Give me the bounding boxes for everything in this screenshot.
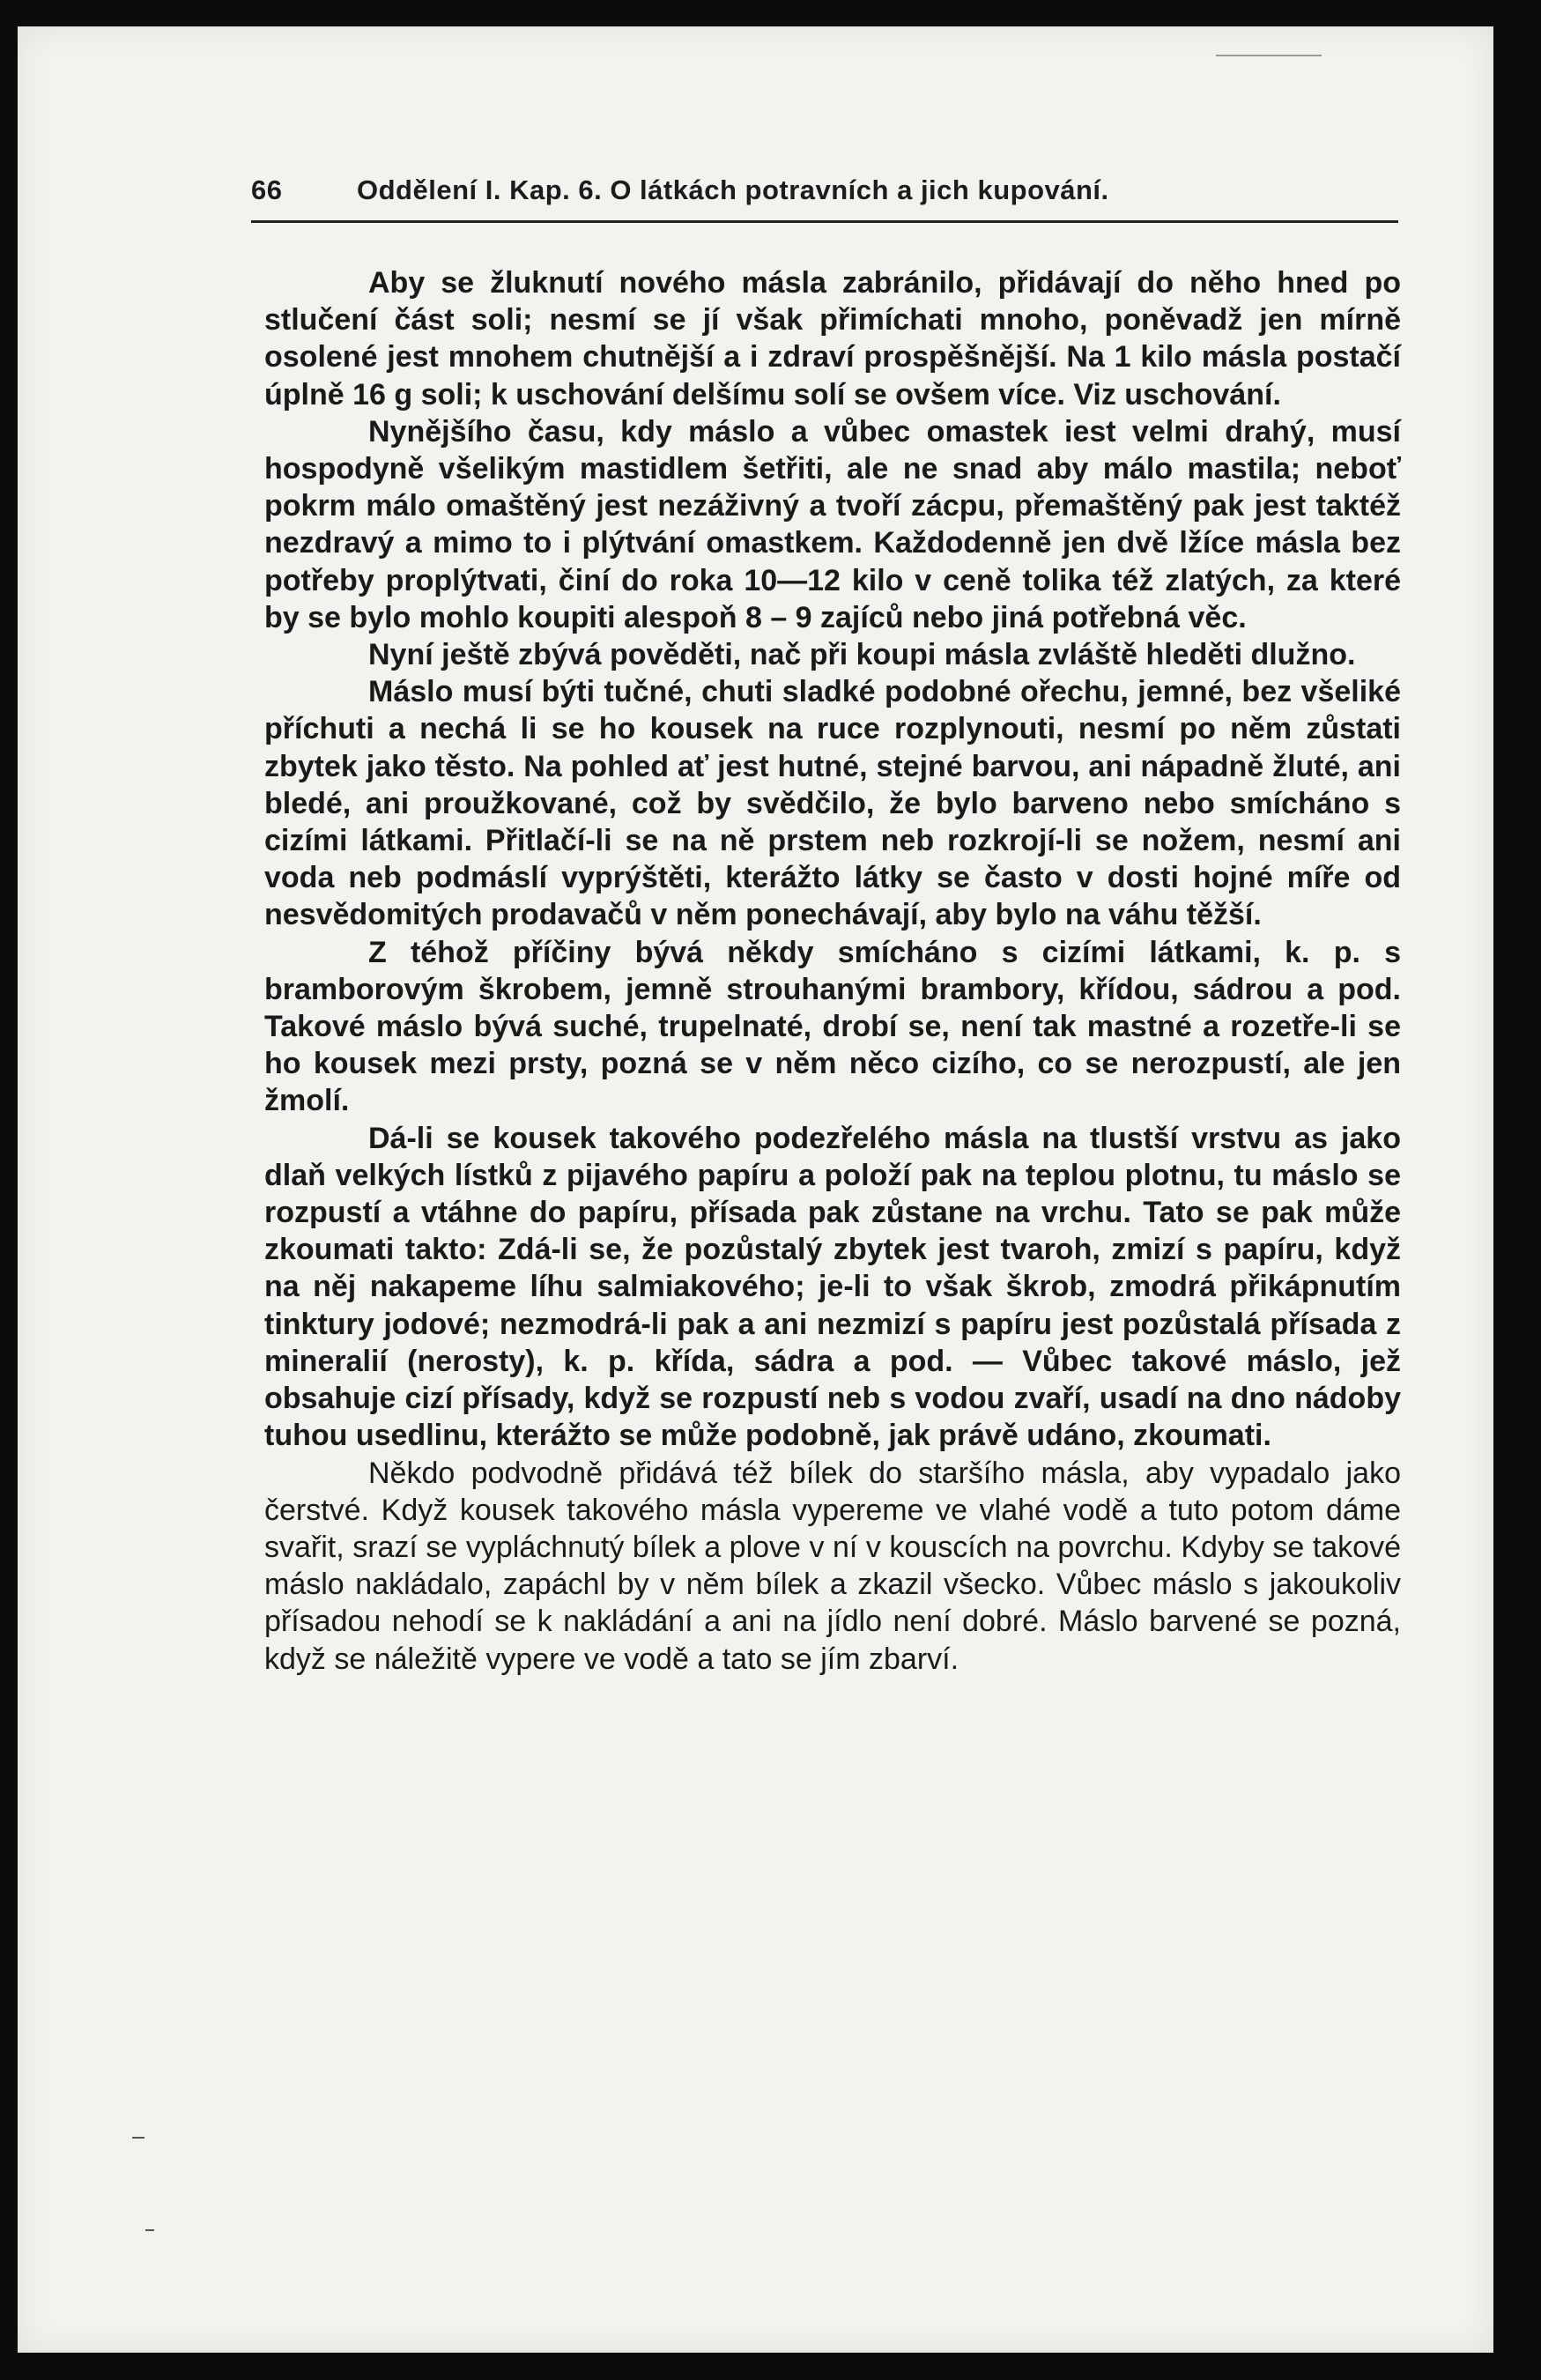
running-title: Oddělení I. Kap. 6. O látkách potravních a jich kupování. <box>357 174 1109 205</box>
scan-speck <box>145 2229 154 2231</box>
paragraph-buying-intro: Nyní ještě zbývá pověděti, nač při koupi másla zvláště hleděti dlužno. <box>368 638 1356 672</box>
paragraph-quality: Máslo musí býti tučné, chuti sladké podobné ořechu, jemné, bez všeliké příchuti a nechá li se ho kousek na ruce rozplynouti, nesmí po něm zůstati zbytek jako těsto. Na pohled ať jest hutné, stejné barvou, ani nápadně žluté, ani bledé, ani proužkované, což by svědčilo, že bylo barveno nebo smícháno s cizími látkami. Přitlačí-li se na ně prstem neb rozkrojí-li se nožem, nesmí ani voda neb podmáslí vyprýštěti, kterážto látky se často v dosti hojné míře od nesvědomitých prodavačů v něm ponechávají, aby bylo na váhu těžší. <box>264 675 1401 932</box>
body-text <box>264 264 1401 1678</box>
running-header <box>251 174 1397 206</box>
paragraph-testing: Dá-li se kousek takového podezřelého másla na tlustší vrstvu as jako dlaň velkých lístků z pijavého papíru a položí pak na teplou plotnu, tu máslo se rozpustí a vtáhne do papíru, přísada pak zůstane na vrchu. Tato se pak může zkoumati takto: Zdá-li se, že pozůstalý zbytek jest tvaroh, zmizí s papíru, když na něj nakapeme líhu salmiakového; je-li to však škrob, zmodrá přikápnutím tinktury jodové; nezmodrá-li pak a ani nezmizí s papíru jest pozůstalá přísada z mineralií (nerosty), k. p. křída, sádra a pod. — Vůbec takové máslo, jež obsahuje cizí přísady, když se rozpustí neb s vodou zvaří, usadí na dno nádoby tuhou usedlinu, kterážto se může podobně, jak právě udáno, zkoumati. <box>264 1121 1401 1453</box>
paragraph-economy: Nynějšího času, kdy máslo a vůbec omastek iest velmi drahý, musí hospodyně všelikým mastidlem šetřiti, ale ne snad aby málo mastila; neboť pokrm málo omaštěný jest nezáživný a tvoří zácpu, přemaštěný pak jest taktéž nezdravý a mimo to i plýtvání omastkem. Každodenně jen dvě lžíce másla bez potřeby proplýtvati, činí do roka 10—12 kilo v ceně tolika též zlatých, za které by se bylo mohlo koupiti alespoň 8 – 9 zajíců nebo jiná potřebná věc. <box>264 414 1401 634</box>
header-rule <box>251 220 1398 223</box>
scan-speck <box>1216 55 1322 56</box>
page-number: 66 <box>251 174 283 205</box>
scan-speck <box>132 2137 144 2139</box>
paragraph-salting: Aby se žluknutí nového másla zabránilo, přidávají do něho hned po stlučení část soli; nesmí se jí však přimíchati mnoho, poněvadž jen mírně osolené jest mnohem chutnější a i zdraví prospěšnější. Na 1 kilo másla postačí úplně 16 g soli; k uschování delšímu solí se ovšem více. Viz uschování. <box>264 266 1401 411</box>
paragraph-adulteration: Z téhož příčiny bývá někdy smícháno s cizími látkami, k. p. s bramborovým škrobem, jemně strouhanými brambory, křídou, sádrou a pod. Takové máslo bývá suché, trupelnaté, drobí se, není tak mastné a rozetře-li se ho kousek mezi prsty, pozná se v něm něco cizího, co se nerozpustí, ale jen žmolí. <box>264 935 1401 1118</box>
paragraph-egg-white: Někdo podvodně přidává též bílek do staršího másla, aby vypadalo jako čerstvé. Když kousek takového másla vypereme ve vlahé vodě a tuto potom dáme svařit, srazí se vypláchnutý bílek a plove v ní v kouscích na povrchu. Kdyby se takové máslo nakládalo, zapáchl by v něm bílek a zkazil všecko. Vůbec máslo s jakoukoliv přísadou nehodí se k nakládání a ani na jídlo není dobré. Máslo barvené se pozná, když se náležitě vypere ve vodě a tato se jím zbarví. <box>264 1456 1401 1676</box>
